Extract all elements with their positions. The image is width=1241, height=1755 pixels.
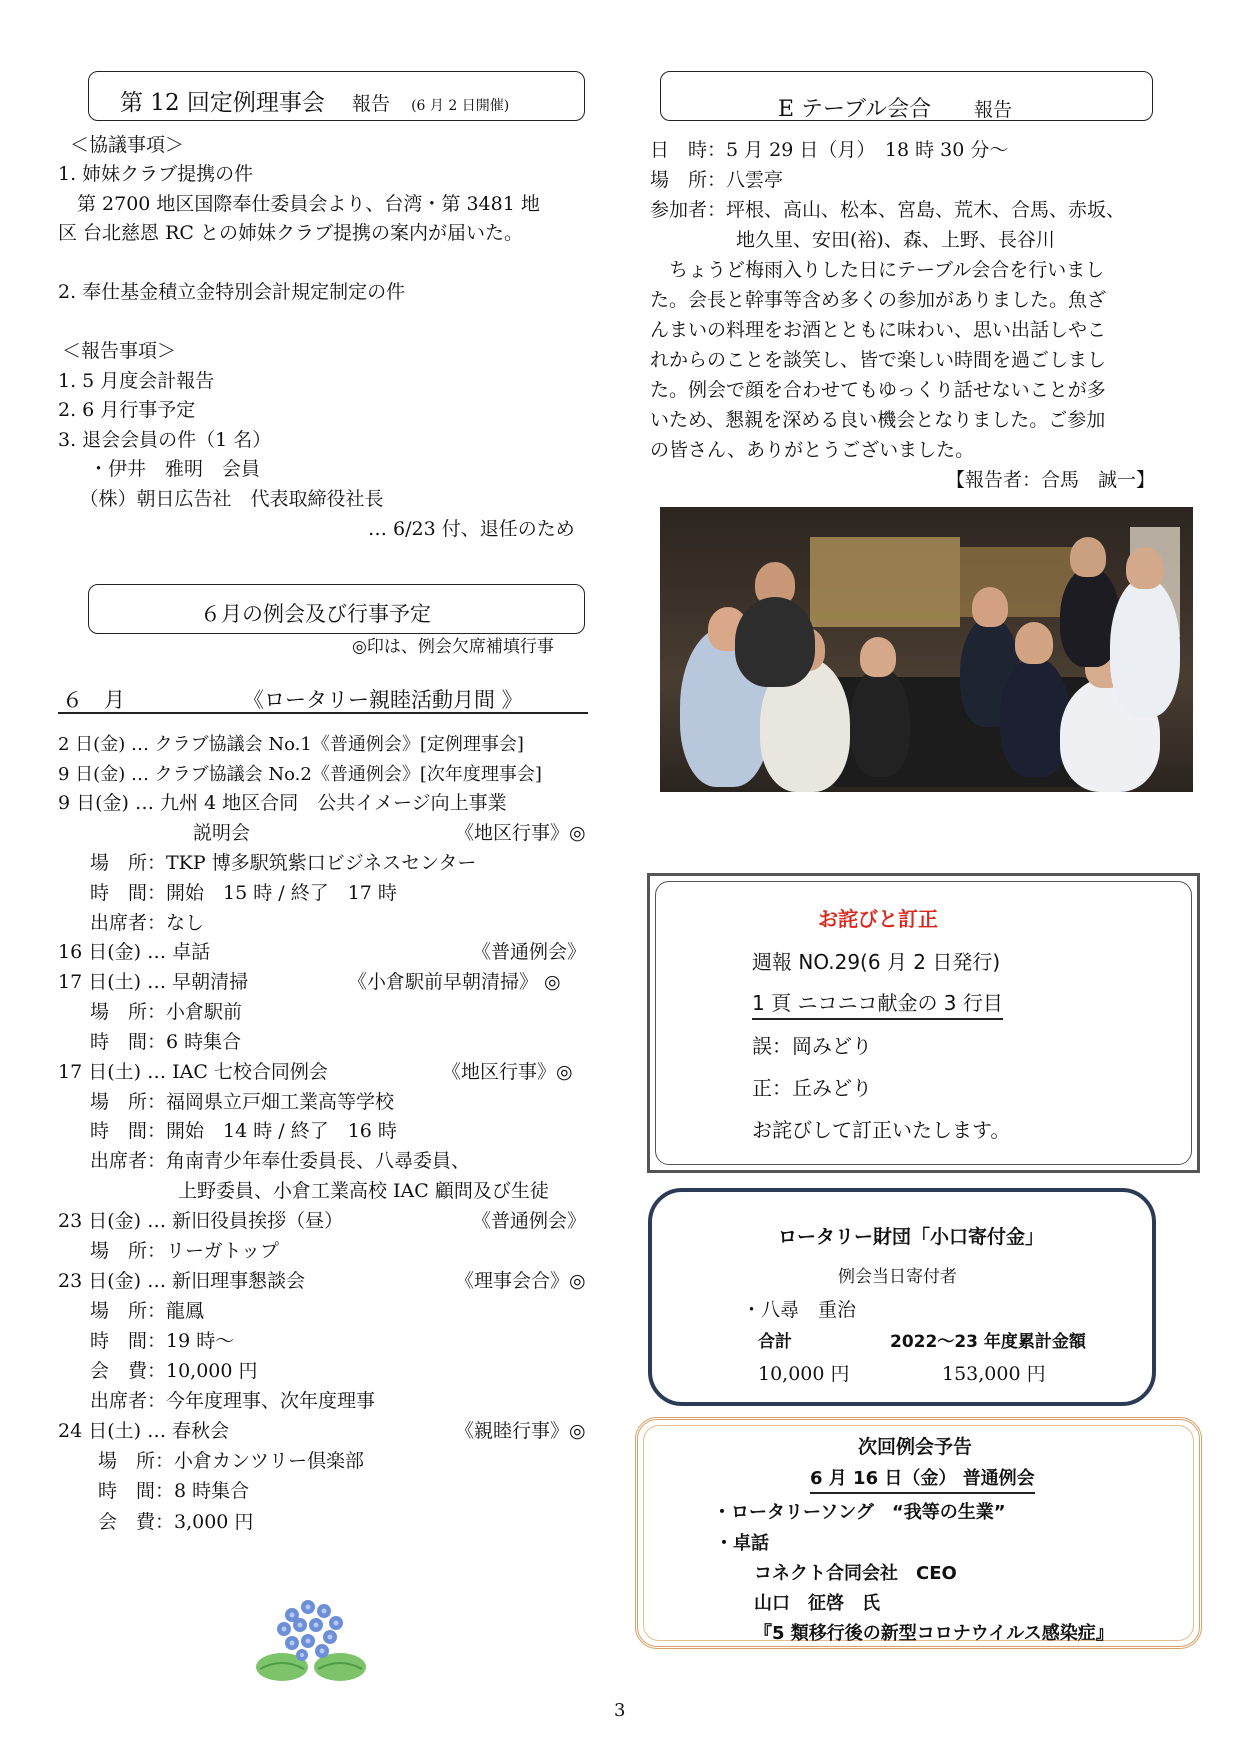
report-heading: ＜報告事項＞ [62, 340, 177, 362]
schedule-line: 24 日(土) … 春秋会 [58, 1420, 230, 1442]
donation-donor: ・八尋 重治 [742, 1299, 857, 1321]
schedule-line: 時 間：19 時～ [90, 1330, 235, 1352]
etable-line: 日 時：5 月 29 日（月） 18 時 30 分～ [650, 139, 1009, 161]
etable-title-row [778, 92, 1012, 123]
donation-box [648, 1188, 1156, 1406]
schedule-line: 《地区行事》◎ [455, 822, 586, 844]
schedule-line: 9 日(金) … 九州 4 地区合同 公共イメージ向上事業 [58, 792, 507, 814]
schedule-line: 場 所：小倉駅前 [90, 1001, 243, 1023]
donation-title: ロータリー財団「小口寄付金」 [778, 1226, 1045, 1248]
person [972, 587, 1008, 627]
schedule-line: 9 日(金) … クラブ協議会 No.2《普通例会》[次年度理事会] [58, 764, 542, 785]
schedule-line: 《普通例会》 [472, 1210, 587, 1232]
schedule-divider [58, 712, 588, 714]
report-item: 2. 6 月行事予定 [58, 399, 196, 421]
agenda-item: 1. 姉妹クラブ提携の件 [58, 163, 254, 185]
schedule-line: 《理事会合》◎ [455, 1270, 586, 1292]
person [850, 667, 910, 777]
etable-line: れからのことを談笑し、皆で楽しい時間を過ごしまし [650, 349, 1107, 371]
correction-title: お詫びと訂正 [818, 907, 938, 931]
next-meeting-line: ・卓話 [715, 1533, 769, 1554]
etable-line: の皆さん、ありがとうございました。 [650, 439, 975, 461]
report-item: （株）朝日広告社 代表取締役社長 [70, 488, 384, 510]
meeting-report-title: 第 12 回定例理事会 [120, 90, 325, 116]
etable-line: 地久里、安田(裕)、森、上野、長谷川 [736, 229, 1055, 251]
schedule-line: 《地区行事》◎ [442, 1061, 573, 1083]
schedule-line: 場 所：リーガトップ [90, 1240, 280, 1262]
schedule-month: ６ 月 [62, 688, 125, 712]
schedule-line: 17 日(土) … 早朝清掃 [58, 971, 249, 993]
schedule-title: ６月の例会及び行事予定 [200, 602, 431, 626]
schedule-line: 時 間：6 時集合 [90, 1031, 242, 1053]
schedule-line: 説明会 [193, 822, 251, 844]
schedule-line: 《普通例会》 [472, 941, 587, 963]
schedule-line: 場 所：TKP 博多駅筑紫口ビジネスセンター [90, 852, 477, 874]
next-meeting-line: 『5 類移行後の新型コロナウイルス感染症』 [754, 1623, 1114, 1644]
report-item: 3. 退会会員の件（1 名） [58, 429, 272, 451]
schedule-line: 《親睦行事》◎ [455, 1420, 586, 1442]
correction-line: 誤：岡みどり [752, 1034, 872, 1058]
report-item: 1. 5 月度会計報告 [58, 370, 215, 392]
schedule-line: 出席者：なし [90, 912, 205, 934]
schedule-line: 時 間：開始 15 時 / 終了 17 時 [90, 882, 397, 904]
schedule-line: 時 間：8 時集合 [98, 1480, 250, 1502]
schedule-line: 《小倉駅前早朝清掃》 ◎ [348, 971, 561, 993]
schedule-theme: 《ロータリー親睦活動月間 》 [243, 688, 523, 712]
next-meeting-title: 次回例会予告 [858, 1436, 973, 1458]
etable-line: た。会長と幹事等含め多くの参加がありました。魚ざ [650, 289, 1107, 311]
report-item: … 6/23 付、退任のため [368, 518, 575, 540]
etable-reporter: 【報告者：合馬 誠一】 [946, 469, 1156, 491]
next-meeting-line: ・ロータリーソング “我等の生業” [713, 1502, 1006, 1523]
person [735, 597, 815, 687]
schedule-line: 出席者：角南青少年奉仕委員長、八尋委員、 [90, 1150, 471, 1172]
meeting-report-title-row [120, 84, 509, 117]
schedule-line: 場 所：小倉カンツリー倶楽部 [98, 1450, 365, 1472]
agenda-item: 2. 奉仕基金積立金特別会計規定制定の件 [58, 281, 406, 303]
schedule-line: 23 日(金) … 新旧理事懇談会 [58, 1270, 306, 1292]
correction-line: 週報 NO.29(6 月 2 日発行) [752, 950, 1001, 974]
donation-total-label: 合計 [758, 1332, 792, 1352]
etable-line: んまいの料理をお酒とともに味わい、思い出話しやこ [650, 319, 1107, 341]
donation-sub: 例会当日寄付者 [838, 1267, 957, 1287]
correction-line: 1 頁 ニコニコ献金の 3 行目 [752, 987, 1003, 1020]
schedule-line: 2 日(金) … クラブ協議会 No.1《普通例会》[定例理事会] [58, 734, 524, 755]
schedule-line: 時 間：開始 14 時 / 終了 16 時 [90, 1120, 397, 1142]
person [860, 637, 896, 677]
schedule-line: 23 日(金) … 新旧役員挨拶（昼） [58, 1210, 344, 1232]
schedule-line: 17 日(土) … IAC 七校合同例会 [58, 1061, 328, 1083]
next-meeting-date: 6 月 16 日（金） 普通例会 [810, 1464, 1035, 1494]
etable-line: 場 所：八雲亭 [650, 169, 784, 191]
gold-screen [810, 537, 960, 627]
donation-total-value: 10,000 円 [758, 1363, 850, 1385]
etable-line: いため、懇親を深める良い機会となりました。ご参加 [650, 409, 1106, 431]
hydrangea-illustration [252, 1585, 370, 1685]
agenda-heading: ＜協議事項＞ [70, 134, 185, 156]
person [1000, 657, 1070, 777]
report-item: ・伊井 雅明 会員 [70, 458, 261, 480]
next-meeting-line: コネクト合同会社 CEO [754, 1563, 957, 1584]
person [1015, 622, 1053, 664]
schedule-line: 場 所：龍鳳 [90, 1300, 205, 1322]
donation-cumulative-label: 2022～23 年度累計金額 [890, 1332, 1086, 1352]
schedule-line: 出席者：今年度理事、次年度理事 [90, 1390, 376, 1412]
schedule-note: ◎印は、例会欠席補填行事 [352, 637, 554, 657]
agenda-item: 第 2700 地区国際奉仕委員会より、台湾・第 3481 地 [58, 193, 540, 215]
donation-cumulative-value: 153,000 円 [942, 1363, 1046, 1385]
schedule-line: 場 所：福岡県立戸畑工業高等学校 [90, 1091, 395, 1113]
etable-line: ちょうど梅雨入りした日にテーブル会合を行いまし [650, 259, 1105, 281]
schedule-line: 上野委員、小倉工業高校 IAC 顧問及び生徒 [178, 1180, 549, 1202]
meeting-report-label: 報告 [351, 93, 390, 115]
group-photo [660, 507, 1193, 792]
agenda-item: 区 台北慈恩 RC との姉妹クラブ提携の案内が届いた。 [58, 222, 523, 244]
meeting-report-date: (6 月 2 日開催) [411, 98, 510, 114]
schedule-line: 会 費：10,000 円 [90, 1360, 258, 1382]
person [1070, 537, 1106, 577]
next-meeting-line: 山口 征啓 氏 [754, 1593, 880, 1614]
correction-line: お詫びして訂正いたします。 [752, 1118, 1011, 1142]
etable-line: た。例会で顔を合わせてもゆっくり話せないことが多 [650, 379, 1106, 401]
schedule-line: 会 費：3,000 円 [98, 1511, 254, 1533]
etable-line: 参加者：坪根、高山、松本、宮島、荒木、合馬、赤坂、 [650, 199, 1126, 221]
correction-line: 正：丘みどり [752, 1076, 872, 1100]
etable-title: E テーブル会合 [778, 97, 932, 122]
page-number: 3 [614, 1700, 626, 1721]
person [1126, 547, 1164, 589]
schedule-line: 16 日(金) … 卓話 [58, 941, 211, 963]
person [1110, 577, 1180, 717]
etable-label: 報告 [974, 99, 1013, 121]
